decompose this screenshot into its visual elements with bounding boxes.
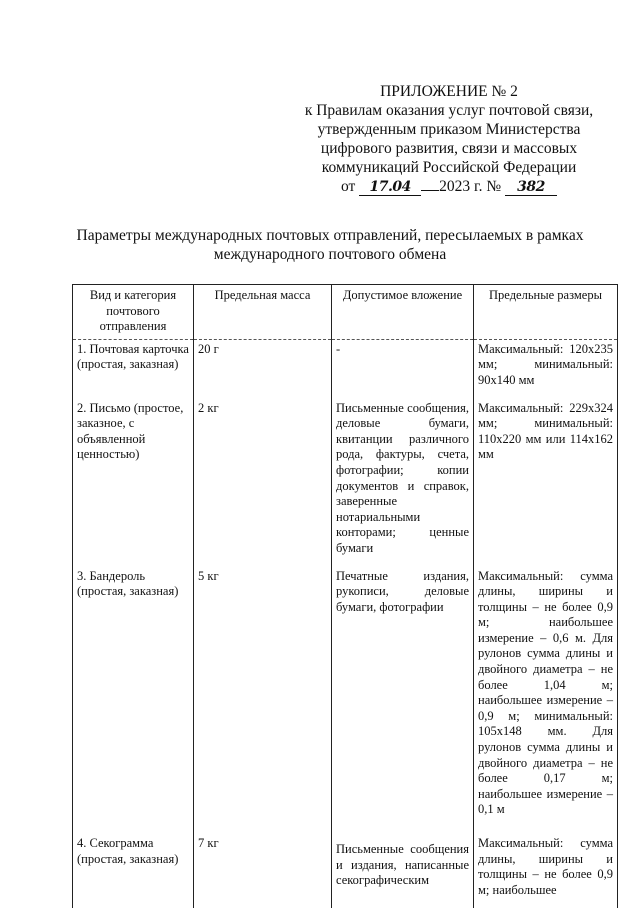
header-content: Допустимое вложение — [332, 285, 474, 340]
header-size: Предельные размеры — [474, 285, 618, 340]
cell-content: - — [332, 339, 474, 398]
appendix-line: утвержденным приказом Министерства — [317, 121, 581, 138]
cell-size: Максимальный: 229x324 мм; минимальный: 110x220 мм или 114x162 мм — [474, 399, 618, 567]
header-mass: Предельная масса — [194, 285, 332, 340]
appendix-header — [290, 82, 608, 196]
cell-mass: 7 кг — [194, 828, 332, 908]
cell-type: 1. Почтовая карточка (простая, заказная) — [73, 339, 194, 398]
cell-type: 4. Секограмма (простая, заказная) — [73, 828, 194, 908]
handwritten-number: 382 — [517, 179, 545, 195]
title-line-2: международного почтового обмена — [213, 246, 447, 263]
handwritten-date: 17.04 — [369, 179, 411, 195]
cell-content: Письменные сообщения, деловые бумаги, квитанции различного рода, фактуры, счета, фотографии; копии документов и справок, заверенные нотариальными конторами; ценные бумаги — [332, 399, 474, 567]
parameters-table — [72, 284, 618, 908]
appendix-number: ПРИЛОЖЕНИЕ № 2 — [380, 83, 518, 100]
appendix-line: к Правилам оказания услуг почтовой связи, — [304, 102, 594, 119]
cell-content: Письменные сообщения и издания, написанные секографическим — [332, 828, 474, 908]
cell-size: Максимальный: 120x235 мм; минимальный: 90x140 мм — [474, 339, 618, 398]
header-type: Вид и категория почтового отправления — [73, 285, 194, 340]
date-underline — [421, 190, 439, 191]
table-row — [73, 339, 618, 398]
cell-type: 3. Бандероль (простая, заказная) — [73, 567, 194, 829]
table-row — [73, 567, 618, 829]
cell-type: 2. Письмо (простое, заказное, с объявленной ценностью) — [73, 399, 194, 567]
table-header-row — [73, 285, 618, 340]
appendix-line: коммуникаций Российской Федерации — [321, 159, 577, 176]
title-line-1: Параметры международных почтовых отправлений, пересылаемых в рамках — [76, 227, 584, 244]
cell-content: Печатные издания, рукописи, деловые бумаги, фотографии — [332, 567, 474, 829]
document-title — [60, 226, 600, 264]
cell-mass: 5 кг — [194, 567, 332, 829]
cell-size: Максимальный: сумма длины, ширины и толщины – не более 0,9 м; наибольшее — [474, 828, 618, 908]
table-row — [73, 828, 618, 908]
cell-size: Максимальный: сумма длины, ширины и толщины – не более 0,9 м; наибольшее измерение – 0,6 м. Для рулонов сумма длины и двойного диаметра – не более 1,04 м; наибольшее измерение – 0,9 м; минимальный: 105x148 мм. Для рулонов сумма длины и двойного диаметра – не более 0,17 м; наибольшее измерение – 0,1 м — [474, 567, 618, 829]
handwritten-date-blank — [359, 179, 421, 196]
table-row — [73, 399, 618, 567]
cell-mass: 20 г — [194, 339, 332, 398]
date-prefix: от — [340, 178, 356, 195]
order-date-line — [290, 177, 608, 196]
handwritten-number-blank — [505, 179, 557, 196]
cell-mass: 2 кг — [194, 399, 332, 567]
order-year: 2023 г. № — [439, 178, 502, 195]
appendix-line: цифрового развития, связи и массовых — [320, 140, 578, 157]
